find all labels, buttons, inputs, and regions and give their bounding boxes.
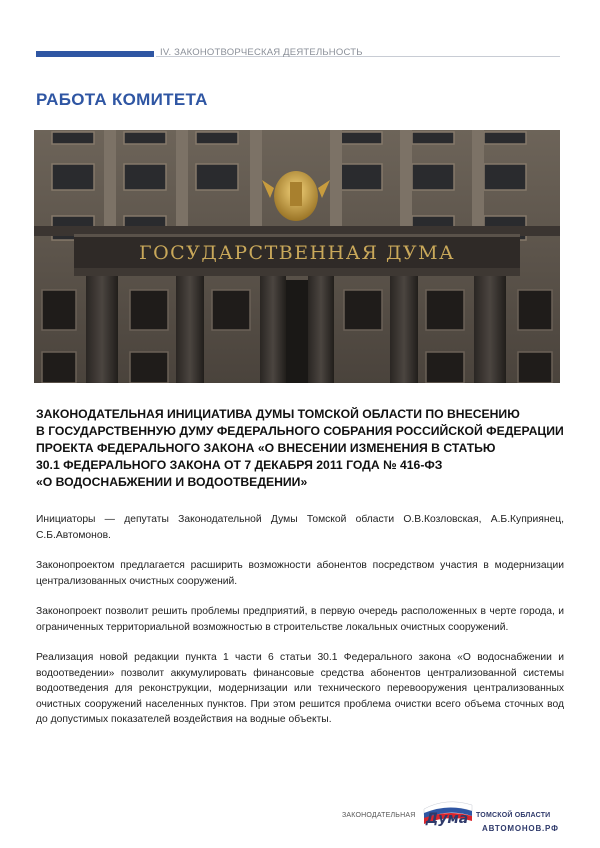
headline-line: В ГОСУДАРСТВЕННУЮ ДУМУ ФЕДЕРАЛЬНОГО СОБРАНИЯ РОССИЙСКОЙ ФЕДЕРАЦИИ [36,424,564,438]
section-label: IV. ЗАКОНОТВОРЧЕСКАЯ ДЕЯТЕЛЬНОСТЬ [160,47,363,58]
header-accent-bar [36,51,154,57]
headline-line: 30.1 ФЕДЕРАЛЬНОГО ЗАКОНА ОТ 7 ДЕКАБРЯ 2011 ГОДА № 416-ФЗ [36,458,443,472]
footer-right-text: ТОМСКОЙ ОБЛАСТИ [476,812,551,819]
page-title: РАБОТА КОМИТЕТА [36,90,208,109]
svg-text:ГОСУДАРСТВЕННАЯ ДУМА: ГОСУДАРСТВЕННАЯ ДУМА [138,242,456,264]
headline-line: ПРОЕКТА ФЕДЕРАЛЬНОГО ЗАКОНА «О ВНЕСЕНИИ ИЗМЕНЕНИЯ В СТАТЬЮ [36,441,496,455]
footer-site-link[interactable]: АВТОМОНОВ.РФ [482,824,559,833]
duma-logo-icon [418,799,476,829]
headline-line: «О ВОДОСНАБЖЕНИИ И ВОДООТВЕДЕНИИ» [36,475,308,489]
state-duma-photo [34,130,560,383]
footer-left-text: ЗАКОНОДАТЕЛЬНАЯ [342,812,416,819]
document-headline [36,406,566,491]
document-body [36,512,564,743]
headline-line: ЗАКОНОДАТЕЛЬНАЯ ИНИЦИАТИВА ДУМЫ ТОМСКОЙ ОБЛАСТИ ПО ВНЕСЕНИЮ [36,407,520,421]
paragraph-problem: Законопроект позволит решить проблемы предприятий, в первую очередь расположенных в черте города, и ограниченных территориальной возможностью в строительстве локальных очистных сооружений. [36,606,564,633]
paragraph-proposal: Законопроектом предлагается расширить возможности абонентов посредством участия в модернизации централизованных очистных сооружений. [36,560,564,587]
paragraph-initiators: Инициаторы — депутаты Законодательной Думы Томской области О.В.Козловская, А.Б.Куприянец, С.Б.Автомонов. [36,514,564,541]
svg-text:Дума: Дума [425,811,469,827]
footer-logo-block [340,797,570,837]
paragraph-implementation: Реализация новой редакции пункта 1 части 6 статьи 30.1 Федерального закона «О водоснабжении и водоотведении» позволит аккумулировать финансовые средства абонентов централизованной системы водоотведения для реконструкции, модернизации или технического перевооружения централизованных очистных сооружений населенных пунктов. При этом решится проблема очистки всего объема сточных вод до допустимых показателей воздействия на водные объекты. [36,652,564,725]
